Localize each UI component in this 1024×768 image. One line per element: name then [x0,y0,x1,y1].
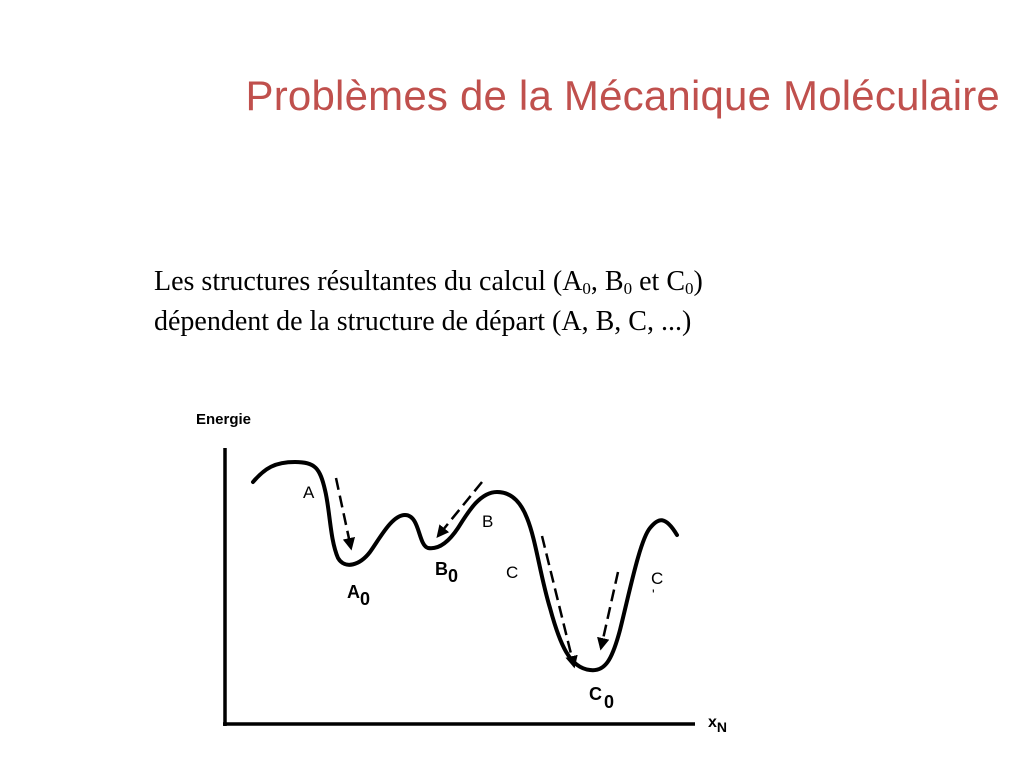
slide-title: Problèmes de la Mécanique Moléculaire [245,72,1000,119]
y-axis-label: Energie [196,411,252,428]
body-line-1: Les structures résultantes du calcul ($A_0$, $B_0$ et $C_0$) [154,266,703,298]
start-label-b: B [482,512,494,531]
start-label-c-prime: C [651,569,664,588]
start-label-c-prime-mark: ' [652,586,655,602]
start-label-a: A [303,483,315,502]
minimum-label-c0: C 0 [589,684,615,712]
x-axis-label: xN [708,714,728,735]
arrow-c-prime [601,572,618,648]
descent-arrows [336,478,618,666]
minimum-label-a0: A0 [347,582,371,609]
start-label-c: C [506,563,519,582]
minimum-label-b0: B0 [435,559,459,586]
energy-curve [253,462,677,670]
arrow-a [336,478,351,548]
body-line-2: dépendent de la structure de départ (A, B, C, ...) [154,306,692,337]
